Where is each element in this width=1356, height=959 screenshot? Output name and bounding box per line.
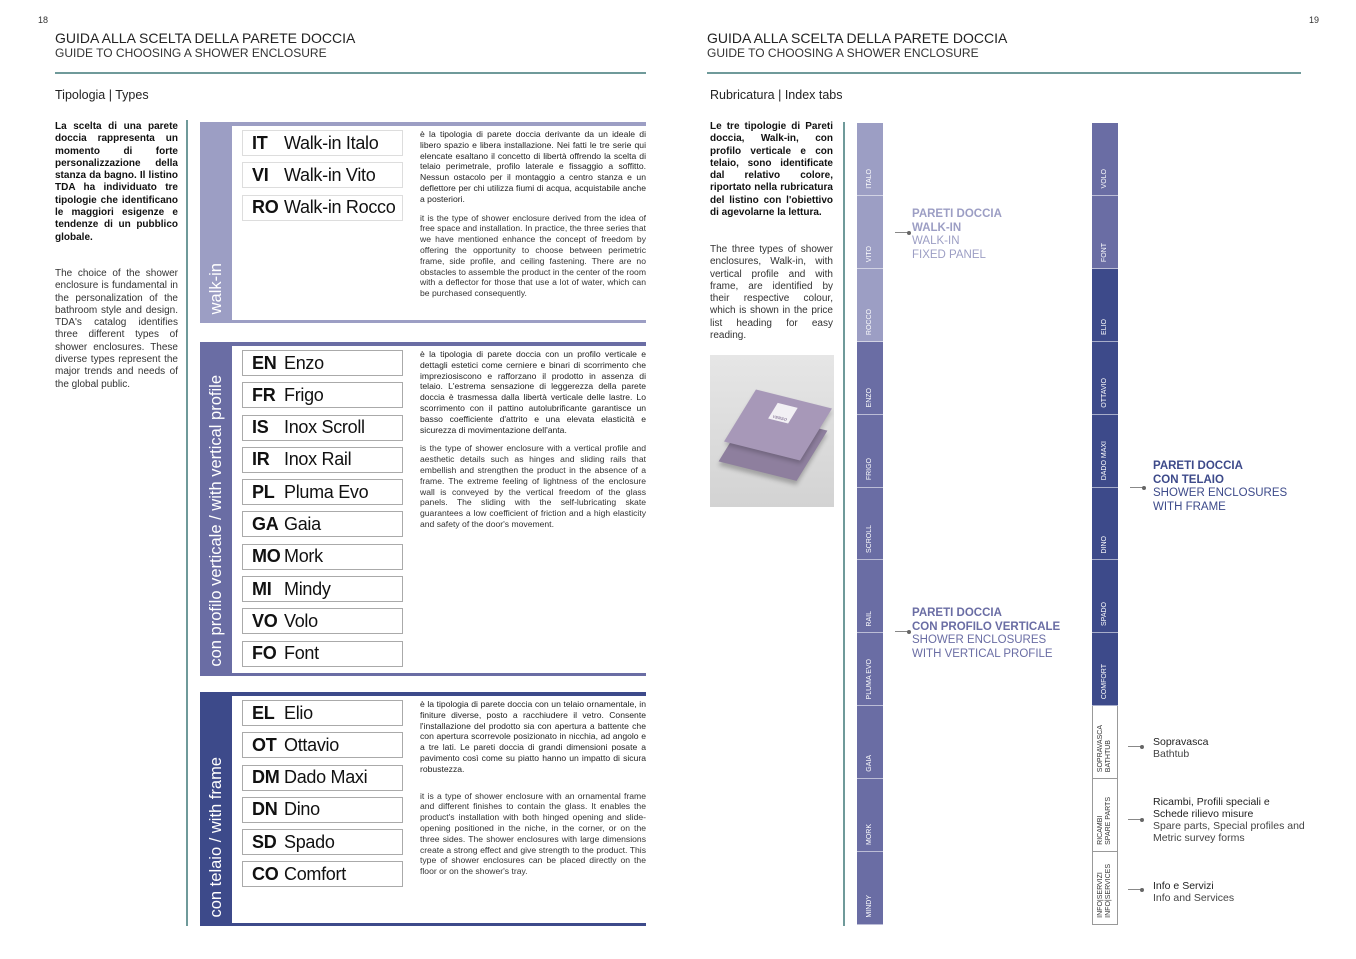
series-code: VI [252,164,269,185]
legend-bathtub-text [1153,736,1353,760]
index-tab-label-line1: ITALO [866,169,873,189]
description-it: è la tipologia di parete doccia con un profilo verticale e dettagli estetici come cerniere e binari di scorrimento che impreziosiscono e rafforzano il prodotto in assenza di telaio. L'estrema sensazione di leggerezza della parete doccia è trasmessa dalla libertà verticale delle lastre. Lo scorrimento con il pattino autolubrificante garantisce un basso coefficiente d'attrito e una elevata elasticità e sicurezza di movimentazione dell'anta. [420,349,646,435]
series-name: Walk-in Rocco [284,197,396,218]
series-code: EL [252,702,275,723]
index-tab-label-line1: PLUMA EVO [866,658,873,700]
vertical-divider [186,120,188,926]
series-code-box [242,641,403,667]
catalog-cover-text: VERSO [771,414,789,422]
series-code: VO [252,610,278,631]
legend-it: WALK-IN [912,221,962,234]
group-walk-in [200,122,646,323]
description-en: it is a type of shower enclosure with an ornamental frame and different finishes to contain the glass. It enables the product's installation with both hinged opening and slide-opening positioned in the niche, in the corner, or on the three sides. The shower enclosures with large dimensions create a strong effect and give strength to the product. This type of shower enclosures can be placed directly on the floor or on the shower's tray. [420,790,646,877]
index-tab-label [866,611,874,627]
index-tab-label-line2: BATHTUB [1105,740,1112,773]
legend-en: WALK-IN [912,235,960,247]
series-name: Inox Rail [284,449,352,470]
index-tab-label [866,895,874,918]
index-tab-label [1101,664,1109,699]
series-code-box [242,732,403,758]
legend-en: SHOWER ENCLOSURES [912,634,1047,646]
legend-en: SHOWER ENCLOSURES [1153,487,1288,499]
section-sep: | [105,88,116,102]
page-number-right: 19 [1309,15,1320,25]
page-title-right: GUIDA ALLA SCELTA DELLA PARETE DOCCIA [707,30,1008,46]
index-tab-label [1097,725,1113,772]
series-code-list [242,350,403,673]
index-tab-label [1101,441,1109,480]
legend-en: WITH FRAME [1153,500,1226,513]
series-code-box [242,861,403,887]
series-code: EN [252,352,277,373]
series-code: SD [252,831,277,852]
index-tab-label-line1: VITO [866,245,873,262]
series-code-box [242,130,403,156]
arrow-icon [895,232,909,233]
group-description [420,699,646,885]
group-band [200,696,232,923]
index-tab-label-line1: FRIGO [866,458,873,481]
group-band [200,126,232,320]
group-band [200,346,232,673]
legend-it: Schede rilievo misure [1153,808,1254,820]
description-en: is the type of shower enclosure with a vertical profile and aesthetic details such as hinges and sliding rails that embellish and strengthen the product in the absence of a frame. The extreme feeling of lightness of the enclosure wall is conveyed by the vertical freedom of the glass panels. The sliding with the self-lubricating skate guarantees a low coefficient of friction and a high elasticity and safety of the door's movement. [420,443,646,529]
legend-spare-text [1153,796,1353,844]
legend-en: FIXED PANEL [912,248,986,261]
index-tab-label [866,458,874,480]
index-tab-label-line1: OTTAVIO [1101,377,1108,408]
group-description [420,129,646,307]
series-code: IT [252,132,268,153]
series-code-list [242,130,403,227]
index-tab-label [866,309,874,335]
arrow-icon [1128,889,1142,890]
index-tab-label-line1: DADO MAXI [1101,441,1108,481]
group-label: walk-in [206,262,225,314]
series-code: CO [252,863,279,884]
legend-en: WITH VERTICAL PROFILE [912,647,1053,660]
series-code-box [242,608,403,634]
index-intro-it: Le tre tipologie di Pareti doccia, Walk-in, con profilo verticale e con telaio, sono identificate dal relativo colore, riportato nella rubricatura del listino con l'obiettivo di agevolarne la lettura. [710,121,833,219]
series-code-box [242,447,403,473]
page-subtitle-left: GUIDE TO CHOOSING A SHOWER ENCLOSURE [55,46,327,60]
index-tab[interactable] [857,706,883,779]
series-code-box [242,350,403,376]
series-code-box [242,700,403,726]
page-subtitle-right: GUIDE TO CHOOSING A SHOWER ENCLOSURE [707,46,979,60]
index-tab-label-line2: INFO|SERVICES [1105,864,1112,918]
index-tab-label-line1: SPADO [1101,602,1108,627]
description-it: è la tipologia di parete doccia con un telaio ornamentale, in finiture diverse, posto a racchiudere il vetro. Consente l'installazione del prodotto sia con apertura a battente che con apertura scorrevole posizionato in nicchia, ad angolo e a tre lati. Le pareti doccia di grandi dimensioni posate a pavimento così come su piatto hanno un impatto di sicura robustezza. [420,699,646,774]
series-code-box [242,479,403,505]
index-tab-label [866,525,874,553]
section-it: Rubricatura [710,88,775,102]
index-tab-label-line1: INFO|SERVIZI [1097,872,1104,918]
vertical-divider-right [843,122,845,926]
arrow-icon [1128,746,1142,747]
series-code-box [242,576,403,602]
series-name: Dino [284,799,320,820]
series-code: IR [252,449,270,470]
description-en: it is the type of shower enclosure derived from the idea of free space and installation. In practice, the three series that we have mentioned enhance the concept of freedom by offering the opportunity to choose between perimetric frame, side profile, and ceiling fastening. There are no obstacles to assemble the product in the center of the room with a deflector for those that use a lot of water, which can be purchased consequently. [420,212,646,299]
series-name: Walk-in Italo [284,132,379,153]
index-tab[interactable] [1092,123,1118,196]
legend-it: PARETI DOCCIA [912,607,1002,619]
legend-walk-in-text [912,208,1112,262]
index-tab[interactable] [857,633,883,706]
page-title-left: GUIDA ALLA SCELTA DELLA PARETE DOCCIA [55,30,356,46]
index-tab-label [1097,797,1113,845]
index-tab[interactable] [857,269,883,342]
index-tab-label [866,246,874,262]
series-name: Walk-in Vito [284,164,376,185]
index-tab[interactable] [1092,488,1118,561]
header-divider-right [707,72,1301,74]
index-tab-label-line1: ROCCO [866,308,873,335]
index-tab-label-line1: ENZO [866,388,873,408]
index-tab-label [866,388,874,407]
index-tab-label-line1: SCROLL [866,525,873,554]
group-label: con profilo verticale / with vertical profile [206,375,225,667]
legend-frame-text [1153,460,1353,514]
series-code: DN [252,799,278,820]
series-name: Frigo [284,384,324,405]
series-code: FO [252,643,277,664]
index-tab-label [1101,169,1109,188]
catalog-photo [710,355,834,507]
index-tab-label [1101,319,1109,335]
series-code: RO [252,197,279,218]
index-tab[interactable] [1092,269,1118,342]
arrow-icon [895,631,909,632]
legend-en: Bathtub [1153,748,1190,760]
series-name: Pluma Evo [284,481,369,502]
index-intro-en: The three types of shower enclosures, Walk-in, with vertical profile and with frame, are identified by their respective colour, which is shown in the price list heading for easy reading. [710,244,833,342]
series-name: Dado Maxi [284,767,368,788]
index-tab[interactable] [857,196,883,269]
index-tab-label-line1: ELIO [1101,318,1108,335]
index-tab[interactable] [857,852,883,925]
description-it: è la tipologia di parete doccia derivante da un ideale di libero spazio e libera installazione. Nei fatti le tre serie qui elencate esaltano il concetto di libertà offrendo la scelta di telaio perimetrale, profilo laterale e fissaggio a soffitto. Nessun ostacolo per il montaggio a centro stanza e un deflettore per chi utilizza fiumi di acqua, acquistabile anche a posteriori. [420,129,646,204]
section-heading-index-tabs [710,88,843,102]
index-tab-label-line1: MORK [866,824,873,846]
series-code: MO [252,546,281,567]
index-tab-label [866,169,874,189]
index-tab-label-line1: VOLO [1101,169,1108,189]
legend-it: CON TELAIO [1153,473,1224,486]
section-it: Tipologia [55,88,106,102]
index-tab[interactable] [857,560,883,633]
index-tab-label [1101,378,1109,408]
legend-en: Info and Services [1153,892,1235,904]
index-tab[interactable] [1092,779,1118,852]
index-tab[interactable] [857,779,883,852]
index-tab-label-line1: GAIA [866,755,873,773]
index-tab[interactable] [857,123,883,196]
series-name: Mork [284,546,323,567]
index-tab-label [866,659,874,699]
series-name: Font [284,643,319,664]
section-heading-types [55,88,149,102]
index-tab[interactable] [857,342,883,415]
index-tab-label-line1: DINO [1101,535,1108,554]
index-tab[interactable] [1092,342,1118,415]
index-tab-label-line2: SPARE PARTS [1105,797,1112,846]
series-code: OT [252,734,277,755]
index-tab-label [866,755,874,772]
index-tab[interactable] [857,488,883,561]
index-tab[interactable] [1092,706,1118,779]
index-tab-label-line1: SOPRAVASCA [1097,724,1104,773]
legend-it: CON PROFILO VERTICALE [912,620,1061,633]
series-code: PL [252,481,275,502]
group-description [420,349,646,538]
legend-it: PARETI DOCCIA [1153,460,1243,472]
index-tabs-left [857,123,883,925]
page-number-left: 18 [38,15,49,25]
index-tab-label-line1: RICAMBI [1097,815,1104,846]
series-name: Volo [284,610,318,631]
series-name: Mindy [284,578,331,599]
series-code-box [242,162,403,188]
section-en: Types [115,88,149,102]
series-code: FR [252,384,276,405]
series-code: MI [252,578,272,599]
index-tab-label [1097,864,1113,918]
index-tab-label-line1: MINDY [866,895,873,918]
series-code-box [242,829,403,855]
index-tab-label-line1: FONT [1101,242,1108,262]
index-tab[interactable] [857,415,883,488]
legend-en: Spare parts, Special profiles and [1153,820,1305,832]
series-code-box [242,797,403,823]
group-frame [200,692,646,926]
index-tab-label [866,824,874,845]
intro-it: La scelta di una parete doccia rappresenta un momento di forte personalizzazione della stanza da bagno. Il listino TDA ha individuato tre tipologie che identificano le maggiori esigenze e tendenze di un pubblico globale. [55,121,178,243]
series-name: Enzo [284,352,324,373]
series-code-box [242,195,403,221]
catalog-cover-label [768,403,798,424]
legend-vertical-text [912,607,1112,661]
legend-info-text [1153,880,1353,904]
index-tab[interactable] [1092,415,1118,488]
legend-en: Metric survey forms [1153,832,1245,844]
legend-it: Info e Servizi [1153,880,1214,892]
legend-it: Sopravasca [1153,736,1209,748]
series-code: DM [252,767,280,788]
index-tab-label-line1: COMFORT [1101,663,1108,700]
series-code: IS [252,417,269,438]
legend-it: PARETI DOCCIA [912,208,1002,220]
series-code: GA [252,513,279,534]
legend-it: Ricambi, Profili speciali e [1153,796,1270,808]
series-code-list [242,700,403,894]
group-label: con telaio / with frame [206,756,225,917]
section-en: Index tabs [784,88,843,102]
series-name: Comfort [284,863,346,884]
series-code-box [242,544,403,570]
series-name: Inox Scroll [284,417,365,438]
series-name: Spado [284,831,335,852]
arrow-icon [1130,487,1144,488]
arrow-icon [1128,819,1142,820]
intro-en: The choice of the shower enclosure is fundamental in the personalization of the bathroom style and design. TDA's catalog identifies three different types of shower enclosures. These diverse types represent the major trends and needs of the global public. [55,268,178,390]
index-tab-label [1101,536,1109,554]
series-name: Elio [284,702,313,723]
index-tab[interactable] [1092,852,1118,925]
section-sep: | [774,88,785,102]
series-code-box [242,511,403,537]
header-divider-left [55,72,646,74]
index-tab-label-line1: RAIL [866,610,873,627]
series-name: Gaia [284,513,321,534]
series-code-box [242,415,403,441]
group-vertical-profile [200,342,646,676]
series-name: Ottavio [284,734,339,755]
series-code-box [242,382,403,408]
series-code-box [242,765,403,791]
